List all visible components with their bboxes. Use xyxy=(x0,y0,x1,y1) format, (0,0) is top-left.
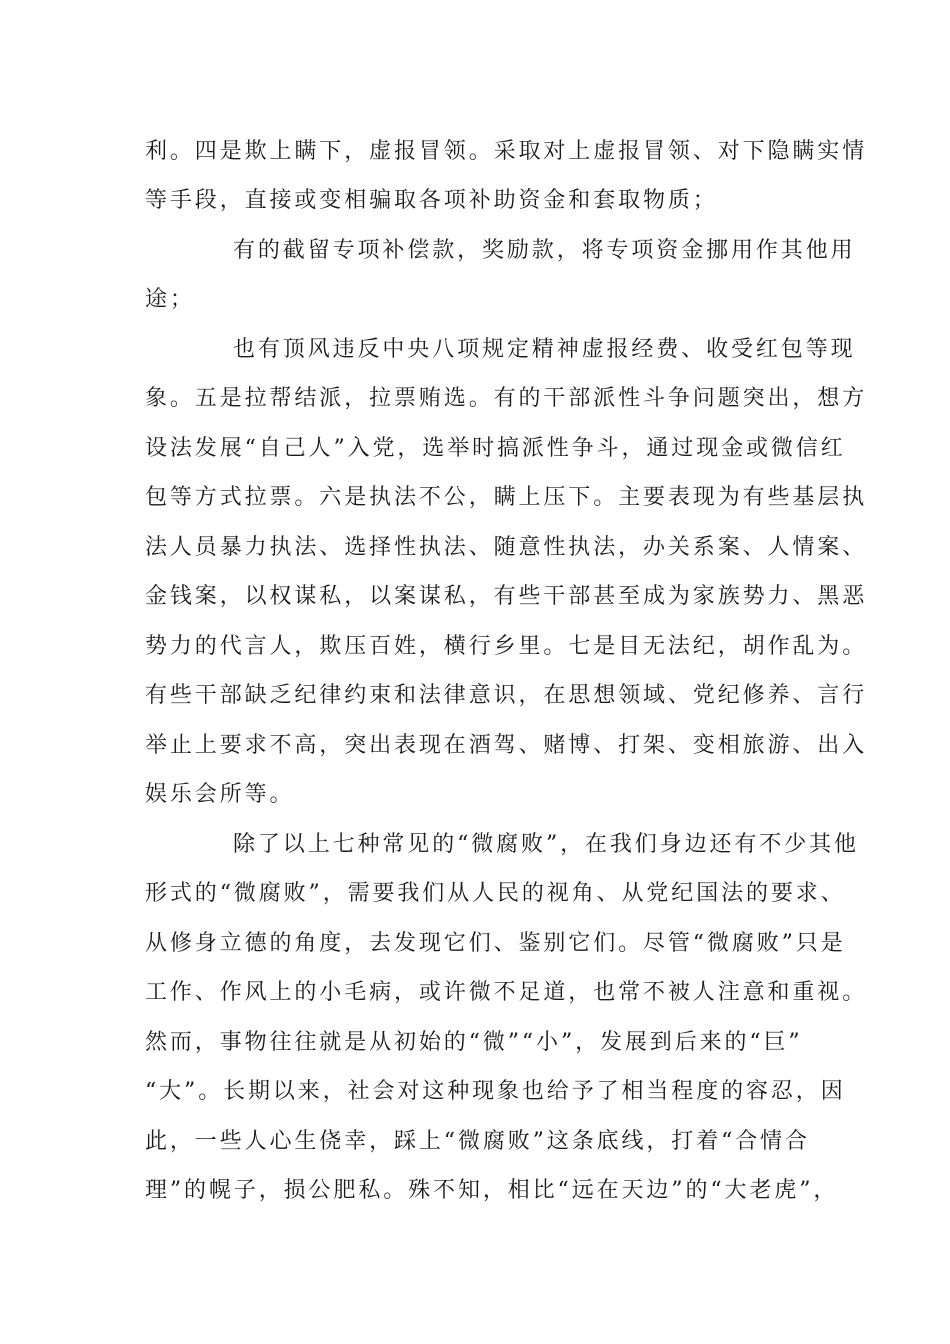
text-line-2: 等手段，直接或变相骗取各项补助资金和套取物质； xyxy=(145,188,718,213)
text-line-5: 也有顶风违反中央八项规定精神虚报经费、收受红包等现 xyxy=(233,337,856,362)
text-line-8: 包等方式拉票。六是执法不公，瞒上压下。主要表现为有些基层执 xyxy=(145,485,868,510)
text-line-22: 理”的幌子，损公肥私。殊不知，相比“远在天边”的“大老虎”， xyxy=(145,1178,839,1203)
text-line-18: 工作、作风上的小毛病，或许微不足道，也常不被人注意和重视。 xyxy=(145,980,868,1005)
text-line-13: 举止上要求不高，突出表现在酒驾、赌博、打架、变相旅游、出入 xyxy=(145,733,868,758)
text-line-12: 有些干部缺乏纪律约束和法律意识，在思想领域、党纪修养、言行 xyxy=(145,683,868,708)
text-line-21: 此，一些人心生侥幸，踩上“微腐败”这条底线，打着“合情合 xyxy=(145,1129,810,1154)
text-line-10: 金钱案，以权谋私，以案谋私，有些干部甚至成为家族势力、黑恶 xyxy=(145,584,868,609)
text-line-1: 利。四是欺上瞒下，虚报冒领。采取对上虚报冒领、对下隐瞒实情 xyxy=(145,139,868,164)
text-line-14: 娱乐会所等。 xyxy=(145,782,295,807)
text-line-15: 除了以上七种常见的“微腐败”，在我们身边还有不少其他 xyxy=(233,832,859,857)
text-line-19: 然而，事物往往就是从初始的“微”“小”，发展到后来的“巨” xyxy=(145,1030,803,1055)
text-line-16: 形式的“微腐败”，需要我们从人民的视角、从党纪国法的要求、 xyxy=(145,881,846,906)
text-line-9: 法人员暴力执法、选择性执法、随意性执法，办关系案、人情案、 xyxy=(145,535,868,560)
text-line-20: “大”。长期以来，社会对这种现象也给予了相当程度的容忍，因 xyxy=(145,1079,846,1104)
text-line-3: 有的截留专项补偿款，奖励款，将专项资金挪用作其他用 xyxy=(233,238,856,263)
text-line-11: 势力的代言人，欺压百姓，横行乡里。七是目无法纪，胡作乱为。 xyxy=(145,634,868,659)
text-line-17: 从修身立德的角度，去发现它们、鉴别它们。尽管“微腐败”只是 xyxy=(145,931,846,956)
text-line-7: 设法发展“自己人”入党，选举时搞派性争斗，通过现金或微信红 xyxy=(145,436,846,461)
text-line-6: 象。五是拉帮结派，拉票贿选。有的干部派性斗争问题突出，想方 xyxy=(145,386,868,411)
text-line-4: 途； xyxy=(145,287,195,312)
